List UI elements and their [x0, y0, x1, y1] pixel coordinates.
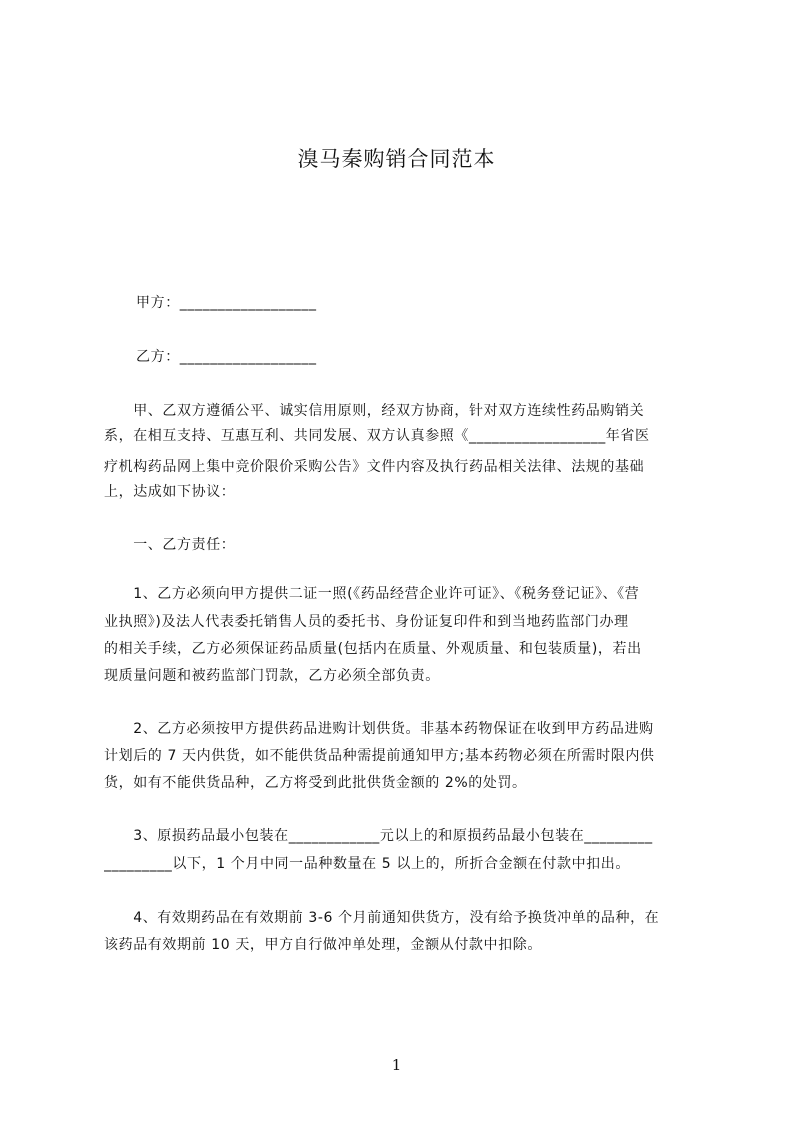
intro-line-2: 系，在相互支持、互惠互利、共同发展、双方认真参照《__________________年省医	[104, 428, 650, 444]
page-title: 溴马秦购销合同范本	[297, 147, 496, 171]
clause2-line-2: 计划后的 7 天内供货，如不能供货品种需提前通知甲方;基本药物必须在所需时限内供	[104, 748, 655, 764]
clause1-line-4: 现质量问题和被药监部门罚款，乙方必须全部负责。	[104, 668, 440, 684]
section-heading: 一、乙方责任：	[104, 537, 236, 553]
party-b-line: 乙方：__________________	[136, 349, 317, 365]
clause1-line-3: 的相关手续，乙方必须保证药品质量(包括内在质量、外观质量、和包装质量)，若出	[104, 641, 642, 657]
clause3-line-1: 3、原损药品最小包装在____________元以上的和原损药品最小包装在_________	[104, 828, 653, 844]
clause4-line-1: 4、有效期药品在有效期前 3-6 个月前通知供货方，没有给予换货冲单的品种，在	[104, 910, 660, 926]
clause2-line-3: 货，如有不能供货品种，乙方将受到此批供货金额的 2%的处罚。	[104, 775, 527, 791]
intro-line-1: 甲、乙双方遵循公平、诚实信用原则，经双方协商，针对双方连续性药品购销关	[104, 403, 645, 419]
clause4-line-2: 该药品有效期前 10 天，甲方自行做冲单处理，金额从付款中扣除。	[104, 937, 542, 953]
intro-line-3: 疗机构药品网上集中竞价限价采购公告》文件内容及执行药品相关法律、法规的基础	[104, 459, 645, 475]
page-number: 1	[391, 1056, 402, 1074]
intro-line-4: 上，达成如下协议：	[104, 484, 236, 500]
clause1-line-1: 1、乙方必须向甲方提供二证一照(《药品经营企业许可证》、《税务登记证》、《营	[104, 586, 640, 602]
clause2-line-1: 2、乙方必须按甲方提供药品进购计划供货。非基本药物保证在收到甲方药品进购	[104, 721, 654, 737]
clause3-line-2: _________以下，1 个月中同一品种数量在 5 以上的，所折合金额在付款中扣出。	[104, 856, 630, 872]
party-a-line: 甲方：__________________	[136, 295, 317, 311]
clause1-line-2: 业执照》)及法人代表委托销售人员的委托书、身份证复印件和到当地药监部门办理	[104, 614, 629, 630]
